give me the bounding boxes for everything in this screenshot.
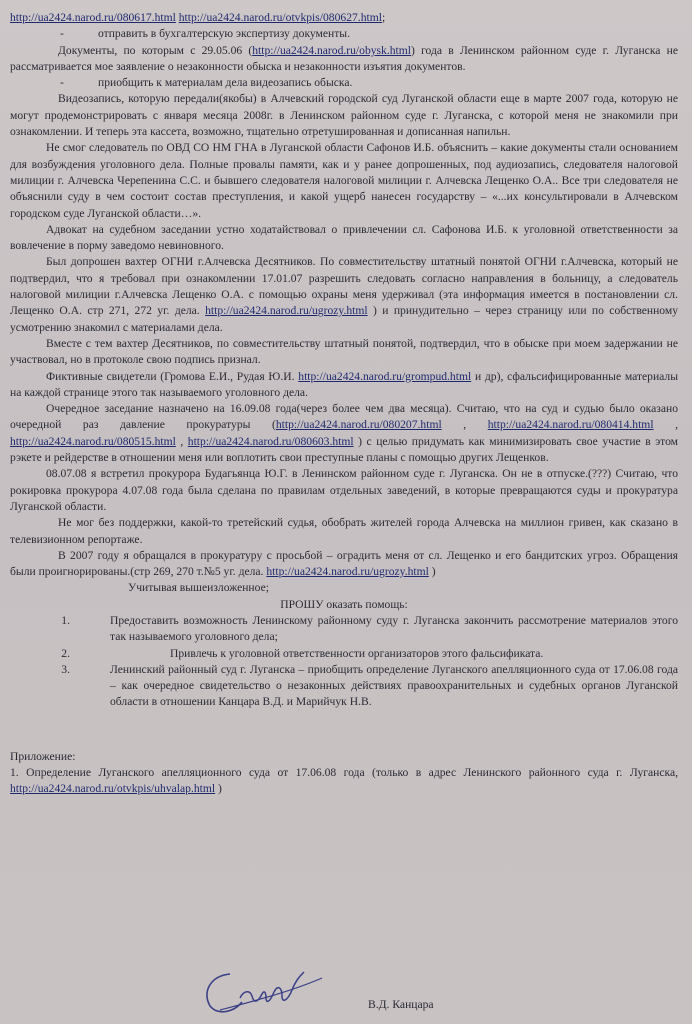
bullet-video: - приобщить к материалам дела видеозапись обыска. xyxy=(60,76,353,90)
link-080617[interactable]: http://ua2424.narod.ru/080617.html xyxy=(10,11,176,24)
signatory-name: В.Д. Канцара xyxy=(368,998,434,1011)
paragraph-witness-desyatnikov: Вместе с тем вахтер Десятников, по совместительству штатный понятой, подтвердил, что в обыске при моем задержании не участвовал, но в протоколе свою подпись признал. xyxy=(10,336,678,367)
handwritten-signature xyxy=(200,962,330,1018)
link-grompud[interactable]: http://ua2424.narod.ru/grompud.html xyxy=(298,369,472,383)
request-item-3: 3. Ленинский районный суд г. Луганска – приобщить определение Луганского апелляционного суда от 17.06.08 года – как очередное свидетельство о незаконных действиях правоохранительных и судебных органов Луганской области в отношении Канцара В.Д. и Марийчук Н.В. xyxy=(61,662,678,709)
link-ugrozy[interactable]: http://ua2424.narod.ru/ugrozy.html xyxy=(205,304,368,318)
paragraph-documents: Документы, по которым с 29.05.06 (http://ua2424.narod.ru/obysk.html) года в Ленинском районном суде г. Луганска не рассматривается мое заявление о незаконности обыска и незаконности изъятия документов. xyxy=(10,43,678,73)
link-080207[interactable]: http://ua2424.narod.ru/080207.html xyxy=(275,418,442,432)
paragraph-considering: Учитывая вышеизложенное; xyxy=(128,581,269,595)
link-080515[interactable]: http://ua2424.narod.ru/080515.html xyxy=(10,434,176,448)
paragraph-investigator: Не смог следователь по ОВД СО НМ ГНА в Луганской области Сафонов И.Б. объяснить – какие документы стали основанием для возбуждения уголовного дела. Полные провалы памяти, как и у ранее допрошенных, под аудиозапись, следователя налоговой милиции г. Алчевска Черепенина С.С. и бывшего следователя налоговой милиции г. Алчевска Лещенко О.А.. Все три следователя не объяснили суду в чем состоит состав преступления, и какой ущерб нанесен государству – «...их консультировали в Алчевском городском суде Луганской области…». xyxy=(10,141,678,220)
link-uhvalap[interactable]: http://ua2424.narod.ru/otvkpis/uhvalap.html xyxy=(10,782,216,796)
paragraph-2007-appeal: В 2007 году я обращался в прокуратуру с просьбой – оградить меня от сл. Лещенко и его бандитских угроз. Обращения были проигнорированы.(стр 269, 270 т.№5 уг. дела. http://ua2424.narod.ru/ugrozy.html ) xyxy=(10,548,678,579)
paragraph-arbitration-judge: Не мог без поддержки, какой-то третейский судья, обобрать жителей города Алчевска на миллион гривен, как сказано в телевизионном репортаже. xyxy=(10,516,678,546)
link-080414[interactable]: http://ua2424.narod.ru/080414.html xyxy=(487,418,654,432)
link-080603[interactable]: http://ua2424.narod.ru/080603.html xyxy=(187,434,354,448)
appendix-item: 1. Определение Луганского апелляционного суда от 17.06.08 года (только в адрес Ленинского районного суда г. Луганска, http://ua2424.narod.ru/otvkpis/uhvalap.html ) xyxy=(10,766,678,796)
paragraph-prosecutor: 08.07.08 я встретил прокурора Будагьянца Ю.Г. в Ленинском районном суде г. Луганска. Он не в отпуске.(???) Считаю, что рокировка прокурора 4.07.08 года была сделана по правилам отдельных заведений, в которые превращаются суды и прокуратура Луганской области. xyxy=(10,467,678,513)
paragraph-next-hearing: Очередное заседание назначено на 16.09.08 года(через более чем два месяца). Считаю, что на суд и судью было оказано очередной раз давление прокуратуры (http://ua2424.narod.ru/080207.html , http://ua2424.narod.ru/080414.html , http://ua2424.narod.ru/080515.html , http://ua2424.narod.ru/080603.html ) с целью придумать как минимизировать свое участие в этом рэкете и рейдерстве в отношении меня или воплотить свои преступные планы с помощью других Лещенков. xyxy=(10,402,679,465)
paragraph-links-top: http://ua2424.narod.ru/080617.html http://ua2424.narod.ru/otvkpis/080627.html; xyxy=(10,11,386,24)
document-body xyxy=(10,10,678,798)
link-ugrozy-2[interactable]: http://ua2424.narod.ru/ugrozy.html xyxy=(266,565,429,579)
paragraph-lawyer: Адвокат на судебном заседании устно ходатайствовал о привлечении сл. Сафонова И.Б. к уголовной ответственности за вовлечение в порму заведомо невиновного. xyxy=(10,222,678,253)
request-heading: ПРОШУ оказать помощь: xyxy=(280,597,408,611)
request-item-2: 2. Привлечь к уголовной ответственности организаторов этого фальсификата. xyxy=(61,646,544,660)
link-obysk[interactable]: http://ua2424.narod.ru/obysk.html xyxy=(252,43,412,57)
appendix-title: Приложение: xyxy=(10,749,76,763)
paragraph-watchman: Был допрошен вахтер ОГНИ г.Алчевска Десятников. По совместительству штатный понятой ОГНИ г.Алчевска, который не подтвердил, что я требовал при ознакомлении 17.01.07 разрешить следовать согласно направления в больницу, а следователь налоговой милиции г.Алчевска Лещенко О.А. с помощью охраны меня удерживал (эта информация имеется в постановлении сл. Лещенко О.А. стр 271, 272 уг. дела. http://ua2424.narod.ru/ugrozy.html ) и принудительно – через страницу или по собственному усмотрению знакомил с материалами дела. xyxy=(10,255,679,334)
request-item-1: 1. Предоставить возможность Ленинскому районному суду г. Луганска закончить рассмотрение материалов этого так называемого уголовного дела; xyxy=(61,613,678,644)
paragraph-fictitious-witnesses: Фиктивные свидетели (Громова Е.И., Рудая Ю.И. http://ua2424.narod.ru/grompud.html и др), сфальсифицированные материалы на каждой странице этого так называемого уголовного дела. xyxy=(10,369,679,399)
bullet-audit: - отправить в бухгалтерскую экспертизу документы. xyxy=(60,27,350,41)
link-otvkpis-080627[interactable]: http://ua2424.narod.ru/otvkpis/080627.html xyxy=(178,11,382,24)
paragraph-videotape: Видеозапись, которую передали(якобы) в Алчевский городской суд Луганской области еще в марте 2007 года, которую не могут продемонстрировать с января месяца 2008г. в Ленинском районном суде г. Луганска, с которой меня не знакомили при ознакомлении. И теперь эта кассета, возможно, тщательно отретушированная и дописанная напильн. xyxy=(10,92,678,139)
